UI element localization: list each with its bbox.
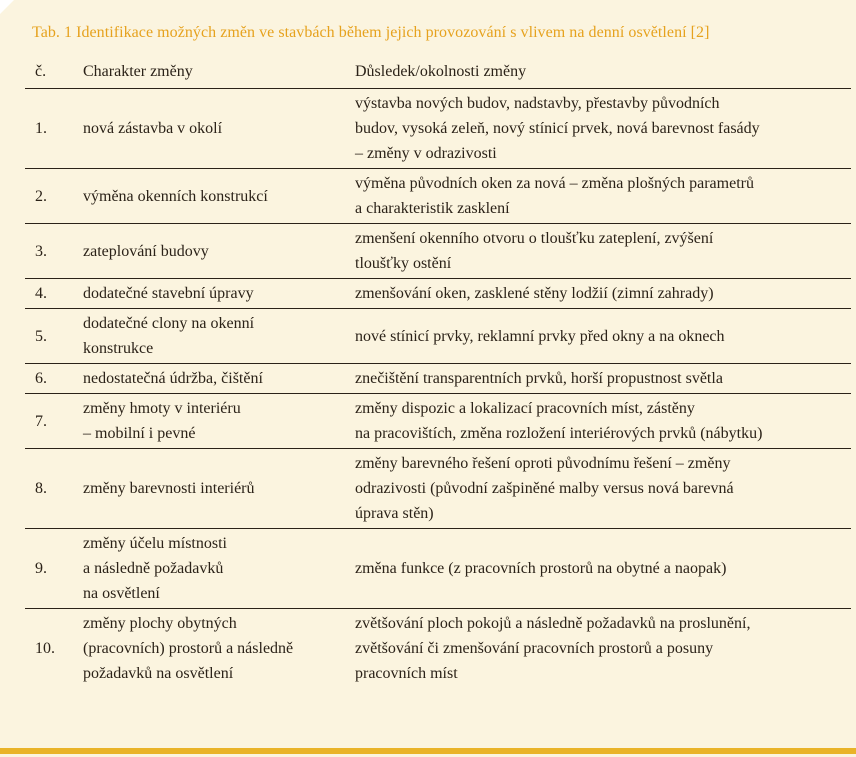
- row-number: 1.: [35, 120, 47, 137]
- row-character: [73, 609, 349, 689]
- row-character-line: dodatečné clony na okenní: [83, 315, 255, 332]
- row-character: [73, 309, 349, 364]
- row-effect-line: – změny v odrazivosti: [355, 145, 497, 162]
- table-body: [25, 89, 851, 689]
- row-character-line: požadavků na osvětlení: [83, 665, 234, 682]
- header-row: [25, 54, 851, 89]
- row-effect: [349, 224, 851, 279]
- row-effect-line: změny barevného řešení oproti původnímu řešení – změny: [355, 455, 731, 472]
- row-number: 5.: [35, 327, 47, 345]
- row-character: [73, 394, 349, 449]
- row-effect: [349, 309, 851, 364]
- row-effect-line: tloušťky ostění: [355, 255, 452, 272]
- row-character-line: – mobilní i pevné: [83, 425, 196, 442]
- row-character-line: změny plochy obytných: [83, 615, 237, 632]
- row-character: [73, 279, 349, 309]
- row-character-line: změny barevnosti interiérů: [83, 480, 255, 497]
- bottom-accent-bar: [0, 748, 856, 754]
- row-effect-line: zvětšování či zmenšování pracovních prostorů a posuny: [355, 640, 714, 657]
- row-effect-line: změna funkce (z pracovních prostorů na obytné a naopak): [355, 560, 727, 577]
- row-effect: [349, 529, 851, 609]
- changes-table: [25, 54, 851, 688]
- row-effect-line: zmenšování oken, zasklené stěny lodžií (zimní zahrady): [355, 285, 714, 302]
- row-character-line: nedostatečná údržba, čištění: [83, 370, 263, 387]
- row-character-line: na osvětlení: [83, 585, 160, 602]
- table-row: [25, 279, 851, 309]
- row-effect-line: na pracovištích, změna rozložení interiérových prvků (nábytku): [355, 425, 763, 442]
- header-number: č.: [35, 62, 47, 80]
- row-character-line: nová zástavba v okolí: [83, 120, 223, 137]
- row-number: 10.: [35, 640, 55, 657]
- row-character-line: změny hmoty v interiéru: [83, 400, 241, 417]
- row-character: [73, 449, 349, 529]
- header-character: Charakter změny: [83, 62, 193, 80]
- table-caption: Tab. 1 Identifikace možných změn ve stavbách během jejich provozování s vlivem na denní osvětlení [2]: [32, 24, 710, 41]
- row-character-line: (pracovních) prostorů a následně: [83, 640, 294, 657]
- table-row: [25, 529, 851, 609]
- corner-decoration: [0, 0, 14, 14]
- row-effect: [349, 449, 851, 529]
- row-effect: [349, 609, 851, 689]
- row-number: 8.: [35, 480, 47, 497]
- row-character-line: dodatečné stavební úpravy: [83, 285, 254, 302]
- row-effect-line: úprava stěn): [355, 505, 434, 522]
- table-header: [25, 54, 851, 89]
- table-row: [25, 449, 851, 529]
- row-character-line: a následně požadavků: [83, 560, 224, 577]
- table-row: [25, 364, 851, 394]
- row-effect-line: pracovních míst: [355, 665, 458, 682]
- table-row: [25, 309, 851, 364]
- row-effect-line: výměna původních oken za nová – změna plošných parametrů: [355, 175, 754, 192]
- row-effect-line: znečištění transparentních prvků, horší propustnost světla: [355, 370, 723, 387]
- row-effect-line: odrazivosti (původní zašpiněné malby versus nová barevná: [355, 480, 734, 497]
- row-effect-line: nové stínicí prvky, reklamní prvky před okny a na oknech: [355, 327, 725, 345]
- row-effect: [349, 279, 851, 309]
- row-number: 6.: [35, 370, 47, 387]
- row-character: [73, 364, 349, 394]
- row-character: [73, 224, 349, 279]
- table-row: [25, 609, 851, 689]
- row-character-line: konstrukce: [83, 340, 154, 357]
- row-effect-line: budov, vysoká zeleň, nový stínicí prvek, nová barevnost fasády: [355, 120, 760, 137]
- row-effect-line: výstavba nových budov, nadstavby, přestavby původních: [355, 95, 720, 112]
- row-effect: [349, 169, 851, 224]
- row-effect: [349, 364, 851, 394]
- row-character: [73, 89, 349, 169]
- header-effect: Důsledek/okolnosti změny: [355, 62, 527, 80]
- row-number: 7.: [35, 412, 47, 430]
- table-row: [25, 224, 851, 279]
- row-effect-line: zvětšování ploch pokojů a následně požadavků na proslunění,: [355, 615, 751, 632]
- row-character-line: výměna okenních konstrukcí: [83, 187, 268, 205]
- row-effect-line: zmenšení okenního otvoru o tloušťku zateplení, zvýšení: [355, 230, 714, 247]
- table-row: [25, 89, 851, 169]
- row-number: 4.: [35, 285, 47, 302]
- row-number: 3.: [35, 242, 47, 260]
- row-number: 9.: [35, 560, 47, 577]
- row-effect-line: změny dispozic a lokalizací pracovních míst, zástěny: [355, 400, 695, 417]
- row-character: [73, 529, 349, 609]
- table-row: [25, 394, 851, 449]
- row-effect: [349, 89, 851, 169]
- row-character: [73, 169, 349, 224]
- row-character-line: zateplování budovy: [83, 242, 209, 260]
- row-effect-line: a charakteristik zasklení: [355, 200, 510, 217]
- row-character-line: změny účelu místnosti: [83, 535, 227, 552]
- table-row: [25, 169, 851, 224]
- row-effect: [349, 394, 851, 449]
- row-number: 2.: [35, 187, 47, 205]
